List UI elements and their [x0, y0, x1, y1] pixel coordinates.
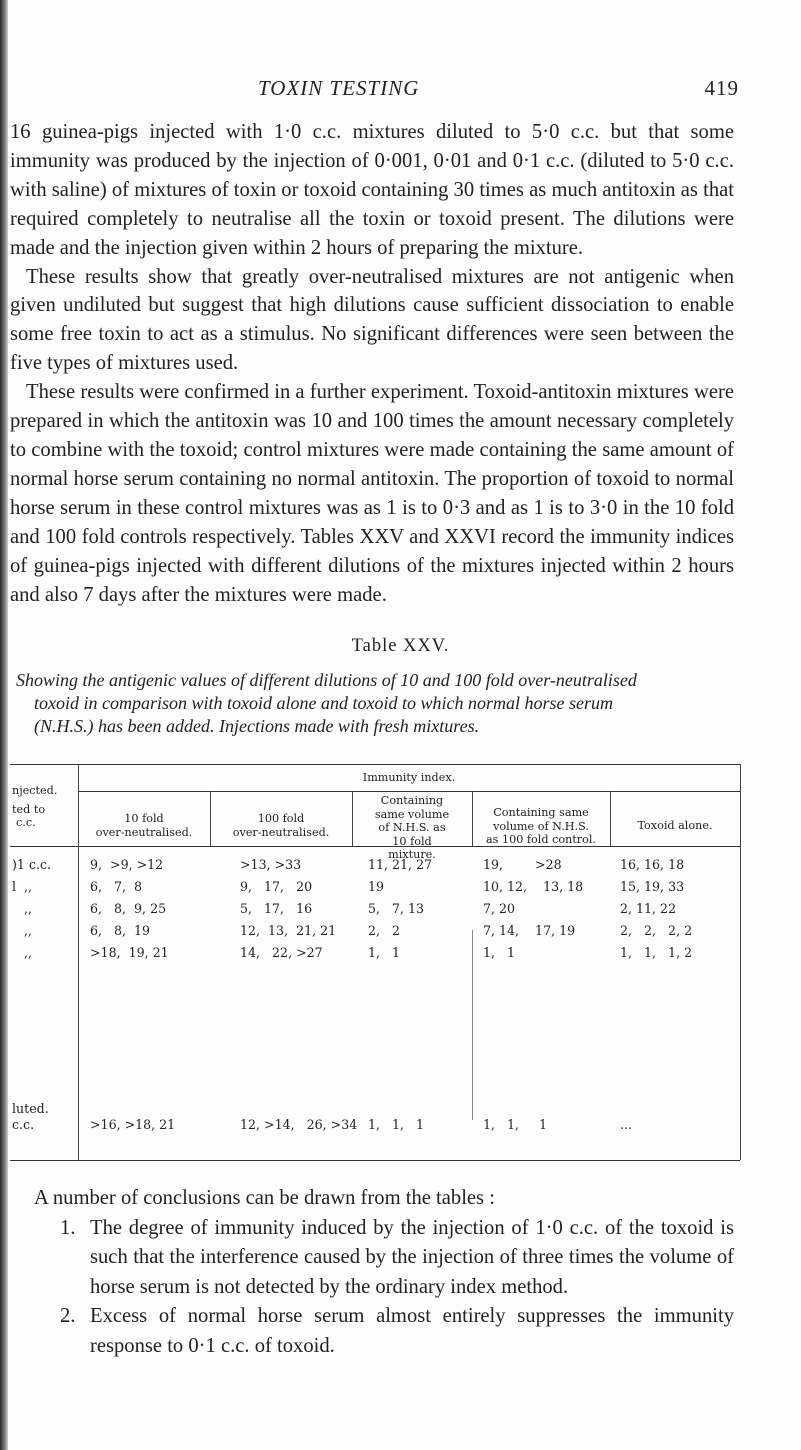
table-row-stub: c.c. [12, 1117, 35, 1132]
conclusions-list [10, 1214, 734, 1362]
col-header-nhs-10fold [352, 794, 472, 862]
running-head [0, 76, 801, 106]
conclusion-text: The degree of immunity induced by the injection of 1·0 c.c. of the toxoid is such that the interference caused by the injection of three times the volume of horse serum is not detected by the ordinary index method. [90, 1216, 734, 1298]
stub-header-2: ted to [12, 803, 46, 816]
table-cell: 9, 17, 20 [240, 879, 313, 894]
table-cell: 12, 13, 21, 21 [240, 923, 337, 938]
paragraph-2: These results show that greatly over-neutralised mixtures are not antigenic when given undiluted but suggest that high dilutions cause sufficient dissociation to enable some free toxin to act as a stimulus. No significant differences were seen between the five types of mixtures used. [10, 265, 734, 375]
table-cell: >18, 19, 21 [90, 945, 169, 960]
table-cell: 7, 14, 17, 19 [483, 923, 576, 938]
table-cell: 1, 1 [483, 945, 516, 960]
table-row-stub: l ,, [12, 879, 33, 894]
conclusion-text: Excess of normal horse serum almost entirely suppresses the immunity response to 0·1 c.c. of toxoid. [90, 1305, 734, 1357]
col-header-toxoid-alone-line-1: Toxoid alone. [637, 819, 713, 832]
table-cell: 19 [368, 879, 385, 894]
table-cell: 1, 1, 1 [368, 1117, 425, 1132]
col-header-nhs-100fold [472, 806, 610, 847]
col-header-nhs-10fold-line-4: 10 fold [392, 834, 432, 848]
table-row-stub: )1 c.c. [12, 857, 52, 872]
table-cell: 10, 12, 13, 18 [483, 879, 584, 894]
table-cell: >13, >33 [240, 857, 302, 872]
col-header-100fold-line-1: 100 fold [257, 812, 305, 825]
table-subheader-rule [78, 791, 740, 792]
body-text [10, 118, 734, 609]
table-cell: 12, >14, 26, >34 [240, 1117, 358, 1132]
table-cell: 9, >9, >12 [90, 857, 164, 872]
table-row-stub: ,, [12, 945, 33, 960]
conclusion-number: 2. [60, 1305, 76, 1327]
table-cell: 6, 7, 8 [90, 879, 143, 894]
col-header-nhs-100fold-line-1: Containing same [493, 806, 589, 819]
table-cell: 2, 2, 2, 2 [620, 923, 693, 938]
table-row-stub: ,, [12, 923, 33, 938]
col-header-10fold [78, 812, 210, 839]
table-cell: 6, 8, 19 [90, 923, 151, 938]
table-description-line-1: Showing the antigenic values of different dilutions of 10 and 100 fold over-neutralised [16, 670, 637, 690]
table-caption: Table XXV. [351, 636, 450, 656]
conclusions-lead: A number of conclusions can be drawn from the tables : [34, 1187, 495, 1209]
table-row-stub: ,, [12, 901, 33, 916]
col-header-10fold-line-1: 10 fold [124, 812, 164, 825]
col-header-nhs-10fold-line-3: of N.H.S. as [378, 821, 446, 834]
table-top-header: Immunity index. [362, 771, 456, 784]
table-cell: 16, 16, 18 [620, 857, 685, 872]
table-cell: >16, >18, 21 [90, 1117, 176, 1132]
table-cell: 6, 8, 9, 25 [90, 901, 167, 916]
table-cell: 1, 1 [368, 945, 401, 960]
table-cell: 1, 1, 1, 2 [620, 945, 693, 960]
table-cell: 5, 17, 16 [240, 901, 313, 916]
col-header-nhs-10fold-line-5: mixture. [388, 848, 436, 861]
conclusion-item [10, 1214, 734, 1303]
conclusions [10, 1184, 734, 1361]
table-top-rule [10, 764, 740, 765]
col-header-10fold-line-2: over-neutralised. [95, 825, 193, 839]
table-bottom-rule [10, 1160, 740, 1161]
table-row-stub: luted. [12, 1101, 49, 1116]
table-cell: 11, 21, 27 [368, 857, 433, 872]
col-header-toxoid-alone [610, 819, 740, 833]
paragraph-1: 16 guinea-pigs injected with 1·0 c.c. mixtures diluted to 5·0 c.c. but that some immunity was produced by the injection of 0·001, 0·01 and 0·1 c.c. (diluted to 5·0 c.c. with saline) of mixtures of toxin or toxoid containing 30 times as much antitoxin as that required completely to neutralise all the toxin or toxoid present. The dilutions were made and the injection given within 2 hours of preparing the mixture. [10, 121, 734, 259]
col-header-nhs-100fold-line-3: as 100 fold control. [486, 833, 596, 846]
stub-header-3: c.c. [16, 816, 36, 829]
table-cell: 7, 20 [483, 901, 516, 916]
col-header-100fold [210, 812, 352, 839]
col-header-100fold-line-2: over-neutralised. [232, 825, 330, 839]
col-header-nhs-10fold-line-1: Containing [380, 794, 444, 807]
paragraph-3: These results were confirmed in a further experiment. Toxoid-antitoxin mixtures were prepared in which the antitoxin was 10 and 100 times the amount necessary completely to combine with the toxoid; control mixtures were made containing the same amount of normal horse serum containing no normal antitoxin. The proportion of toxoid to normal horse serum in these control mixtures was as 1 is to 0·3 and as 1 is to 3·0 in the 10 fold and 100 fold controls respectively. Tables XXV and XXVI record the immunity indices of guinea-pigs injected with different dilutions of the mixtures injected within 2 hours and also 7 days after the mixtures were made. [10, 381, 734, 606]
table-cell: 19, >28 [483, 857, 562, 872]
table-cell: 5, 7, 13 [368, 901, 425, 916]
conclusion-number: 1. [60, 1216, 76, 1239]
table-description [16, 669, 736, 738]
table-description-line-3: (N.H.S.) has been added. Injections made with fresh mixtures. [34, 716, 480, 736]
page-binding-edge [0, 0, 8, 1450]
table-cell: 15, 19, 33 [620, 879, 685, 894]
page-number: 419 [704, 76, 739, 100]
table-cell: 2, 11, 22 [620, 901, 677, 916]
conclusion-item [10, 1302, 734, 1361]
table-description-line-2: toxoid in comparison with toxoid alone and toxoid to which normal horse serum [34, 693, 613, 713]
table-cell: 2, 2 [368, 923, 401, 938]
table-right-rule [740, 764, 741, 1160]
running-title: TOXIN TESTING [258, 76, 420, 100]
table-cell: 1, 1, 1 [483, 1117, 548, 1132]
stub-header-1: njected. [12, 784, 58, 797]
table-cell: 14, 22, >27 [240, 945, 323, 960]
table-cell: ... [620, 1117, 633, 1132]
table-faint-rule [472, 930, 473, 1120]
col-header-nhs-10fold-line-2: same volume [374, 807, 450, 821]
col-header-nhs-100fold-line-2: volume of N.H.S. [493, 819, 589, 833]
